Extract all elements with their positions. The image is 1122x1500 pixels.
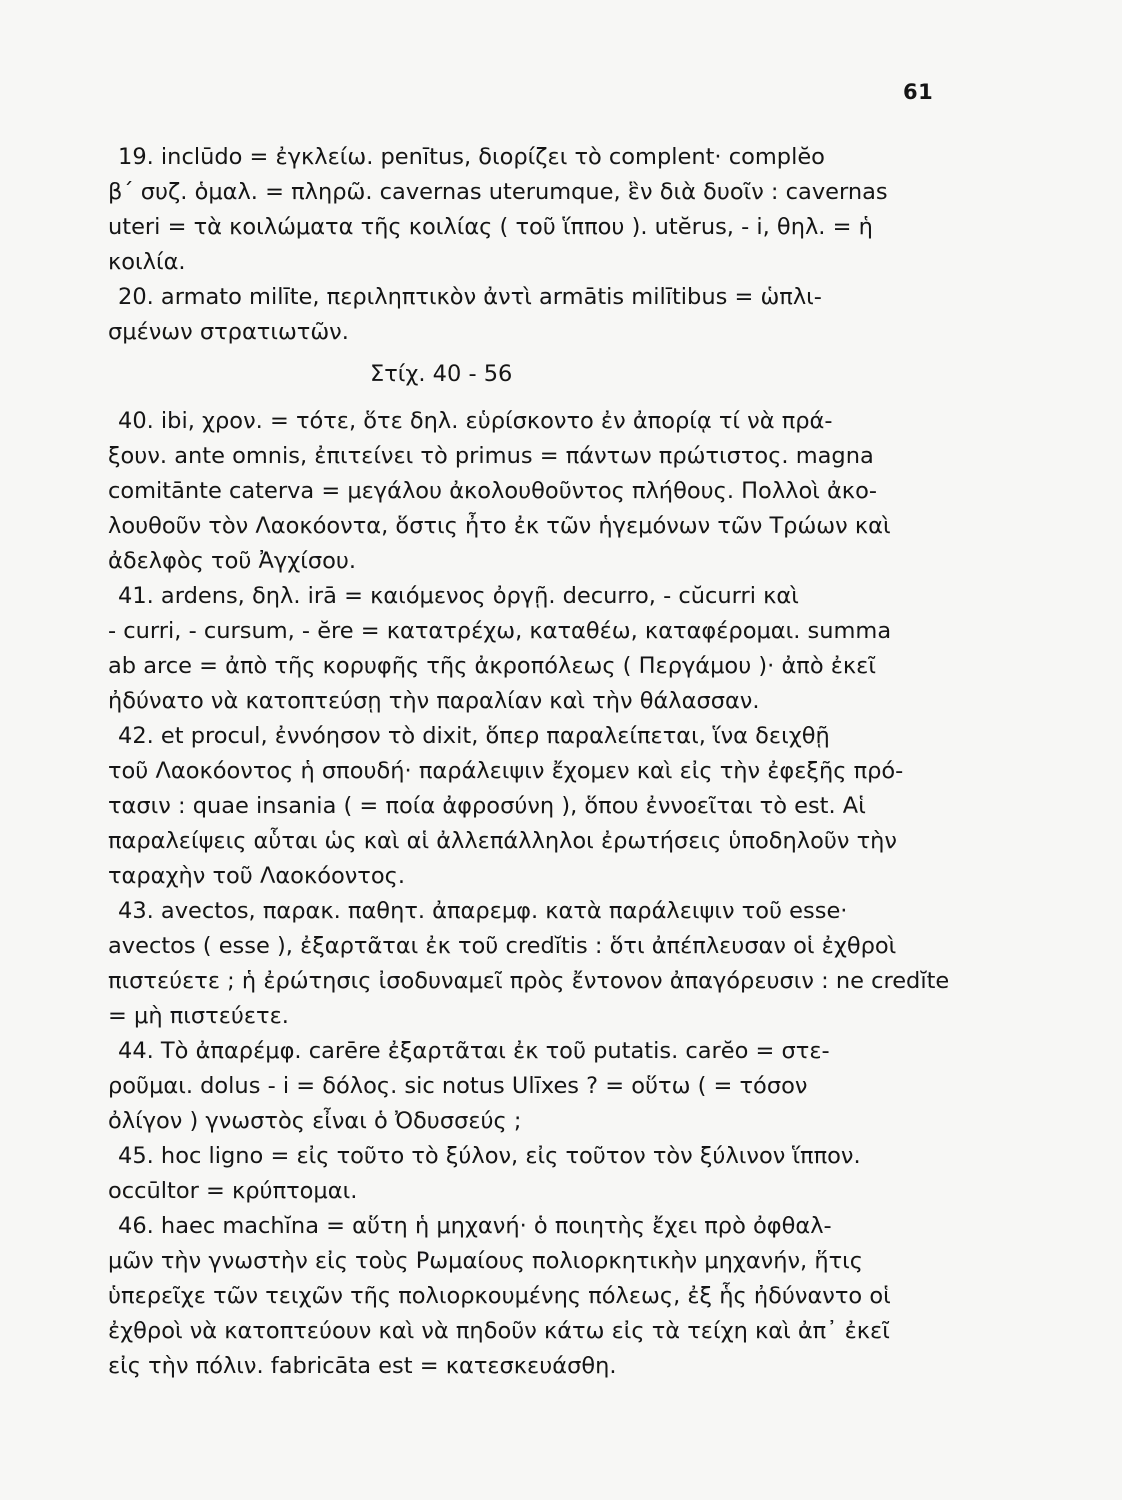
text-line: λουθοῦν τὸν Λαοκόοντα, ὅστις ἦτο ἐκ τῶν ἡγεμόνων τῶν Τρώων καὶ [108, 513, 891, 539]
text-line: 45. hoc ligno = εἰς τοῦτο τὸ ξύλον, εἰς τοῦτον τὸν ξύλινον ἵππον. [118, 1143, 861, 1169]
page-number: 61 [903, 80, 934, 104]
text-line: 44. Τὸ ἀπαρέμφ. carēre ἐξαρτᾶται ἐκ τοῦ putatis. carĕo = στε- [118, 1038, 830, 1064]
text-line: ὀλίγον ) γνωστὸς εἶναι ὁ Ὀδυσσεύς ; [108, 1108, 522, 1134]
text-line: σμένων στρατιωτῶν. [108, 319, 349, 345]
text-line: 42. et procul, ἐννόησον τὸ dixit, ὅπερ παραλείπεται, ἵνα δειχθῇ [118, 723, 830, 749]
text-line: comitānte caterva = μεγάλου ἀκολουθοῦντος πλήθους. Πολλοὶ ἀκο- [108, 478, 877, 504]
text-line: ἐχθροὶ νὰ κατοπτεύουν καὶ νὰ πηδοῦν κάτω εἰς τὰ τείχη καὶ ἀπ᾽ ἐκεῖ [108, 1318, 890, 1344]
text-line: occūltor = κρύπτομαι. [108, 1178, 358, 1204]
text-line: avectos ( esse ), ἐξαρτᾶται ἐκ τοῦ credĭtis : ὅτι ἀπέπλευσαν οἱ ἐχθροὶ [108, 933, 897, 959]
text-line: εἰς τὴν πόλιν. fabricāta est = κατεσκευάσθη. [108, 1353, 617, 1379]
text-line: 46. haec machĭna = αὕτη ἡ μηχανή· ὁ ποιητὴς ἔχει πρὸ ὀφθαλ- [118, 1213, 832, 1239]
text-line: - curri, - cursum, - ĕre = κατατρέχω, καταθέω, καταφέρομαι. summa [108, 618, 892, 644]
text-line: παραλείψεις αὗται ὡς καὶ αἱ ἀλλεπάλληλοι ἐρωτήσεις ὑποδηλοῦν τὴν [108, 828, 897, 854]
section-heading: Στίχ. 40 - 56 [370, 361, 513, 387]
text-line: ab arce = ἀπὸ τῆς κορυφῆς τῆς ἀκροπόλεως ( Περγάμου )· ἀπὸ ἐκεῖ [108, 653, 876, 679]
text-line: τοῦ Λαοκόοντος ἡ σπουδή· παράλειψιν ἔχομεν καὶ εἰς τὴν ἐφεξῆς πρό- [108, 758, 904, 784]
text-line: 41. ardens, δηλ. irā = καιόμενος ὀργῇ. decurro, - cŭcurri καὶ [118, 583, 799, 609]
text-line: uteri = τὰ κοιλώματα τῆς κοιλίας ( τοῦ ἵππου ). utĕrus, - i, θηλ. = ἡ [108, 214, 873, 240]
text-line: ροῦμαι. dolus - i = δόλος. sic notus Ulīxes ? = οὕτω ( = τόσον [108, 1073, 808, 1099]
text-line: τασιν : quae insania ( = ποία ἀφροσύνη ), ὅπου ἐννοεῖται τὸ est. Αἱ [108, 793, 866, 819]
text-line: 19. inclūdo = ἐγκλείω. penītus, διορίζει τὸ complent· complĕo [118, 144, 825, 170]
text-line: 20. armato milīte, περιληπτικὸν ἀντὶ armātis milītibus = ὡπλι- [118, 284, 822, 310]
text-line: πιστεύετε ; ἡ ἐρώτησις ἰσοδυναμεῖ πρὸς ἔντονον ἀπαγόρευσιν : ne credĭte [108, 968, 950, 994]
text-line: μῶν τὴν γνωστὴν εἰς τοὺς Ρωμαίους πολιορκητικὴν μηχανήν, ἥτις [108, 1248, 863, 1274]
text-line: ἠδύνατο νὰ κατοπτεύσῃ τὴν παραλίαν καὶ τὴν θάλασσαν. [108, 688, 760, 714]
text-line: 40. ibi, χρον. = τότε, ὅτε δηλ. εὑρίσκοντο ἐν ἀπορίᾳ τί νὰ πρά- [118, 408, 833, 434]
text-line: 43. avectos, παρακ. παθητ. ἀπαρεμφ. κατὰ παράλειψιν τοῦ esse· [118, 898, 848, 924]
text-line: κοιλία. [108, 249, 186, 275]
text-line: ξουν. ante omnis, ἐπιτείνει τὸ primus = πάντων πρώτιστος. magna [108, 443, 874, 469]
text-line: ἀδελφὸς τοῦ Ἀγχίσου. [108, 548, 357, 574]
text-line: ὑπερεῖχε τῶν τειχῶν τῆς πολιορκουμένης πόλεως, ἐξ ἧς ἠδύναντο οἱ [108, 1283, 891, 1309]
text-line: ταραχὴν τοῦ Λαοκόοντος. [108, 863, 405, 889]
text-line: β΄ συζ. ὁμαλ. = πληρῶ. cavernas uterumque, ἓν διὰ δυοῖν : cavernas [108, 179, 888, 205]
text-line: = μὴ πιστεύετε. [108, 1003, 289, 1029]
